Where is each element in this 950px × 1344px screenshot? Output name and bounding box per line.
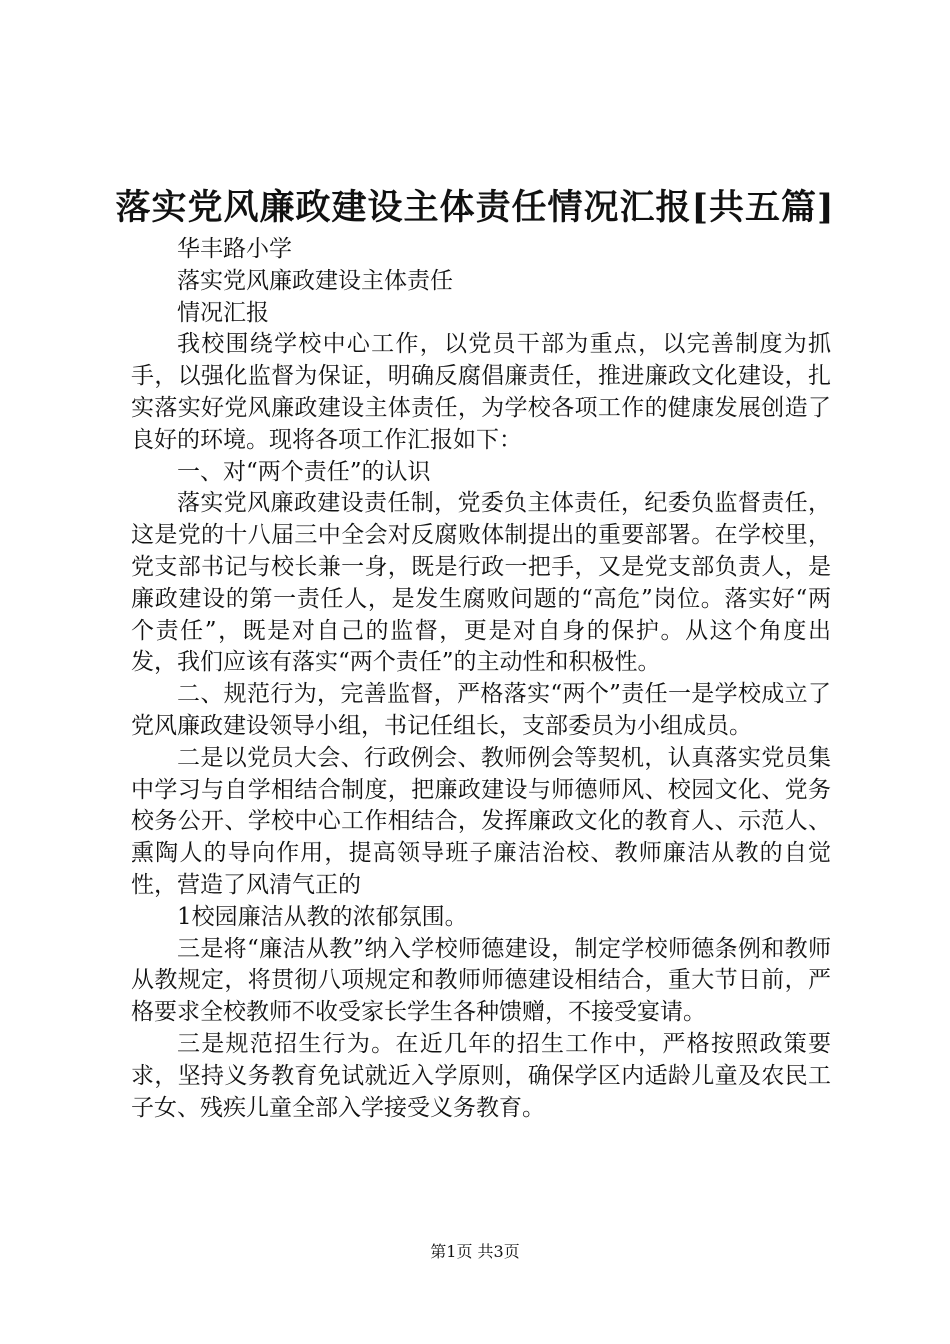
document-title: 落实党风廉政建设主体责任情况汇报[共五篇] (115, 187, 835, 228)
page-footer: 第1页 共3页 (430, 1242, 520, 1261)
paragraph-point-three-enrollment: 三是规范招生行为。在近几年的招生工作中，严格按照政策要求，坚持义务教育免试就近入学原则，确保学区内适龄儿童及农民工子女、残疾儿童全部入学接受义务教育。 (131, 1030, 831, 1121)
section-heading-2-paragraph: 二、规范行为，完善监督，严格落实“两个”责任一是学校成立了党风廉政建设领导小组，书记任组长，支部委员为小组成员。 (131, 681, 831, 739)
report-subject-line: 落实党风廉政建设主体责任 (177, 267, 453, 294)
paragraph-two-responsibilities: 落实党风廉政建设责任制，党委负主体责任，纪委负监督责任，这是党的十八届三中全会对反腐败体制提出的重要部署。在学校里，党支部书记与校长兼一身，既是行政一把手，又是党支部负责人，是廉政建设的第一责任人，是发生腐败问题的“高危”岗位。落实好“两个责任”，既是对自己的监督，更是对自身的保护。从这个角度出发，我们应该有落实“两个责任”的主动性和积极性。 (131, 490, 831, 676)
document-body (131, 234, 831, 1124)
section-heading-1: 一、对“两个责任”的认识 (177, 458, 431, 485)
paragraph-continuation: 1校园廉洁从教的浓郁氛围。 (177, 903, 468, 930)
intro-paragraph: 我校围绕学校中心工作，以党员干部为重点，以完善制度为抓手，以强化监督为保证，明确反腐倡廉责任，推进廉政文化建设，扎实落实好党风廉政建设主体责任，为学校各项工作的健康发展创造了良好的环境。现将各项工作汇报如下： (131, 331, 831, 453)
paragraph-point-two: 二是以党员大会、行政例会、教师例会等契机，认真落实党员集中学习与自学相结合制度，把廉政建设与师德师风、校园文化、党务校务公开、学校中心工作相结合，发挥廉政文化的教育人、示范人、熏陶人的导向作用，提高领导班子廉洁治校、教师廉洁从教的自觉性，营造了风清气正的 (131, 744, 831, 898)
report-type-line: 情况汇报 (177, 299, 269, 326)
school-name-line: 华丰路小学 (177, 236, 292, 262)
paragraph-point-three-ethics: 三是将“廉洁从教”纳入学校师德建设，制定学校师德条例和教师从教规定，将贯彻八项规定和教师师德建设相结合，重大节日前，严格要求全校教师不收受家长学生各种馈赠，不接受宴请。 (131, 935, 831, 1026)
